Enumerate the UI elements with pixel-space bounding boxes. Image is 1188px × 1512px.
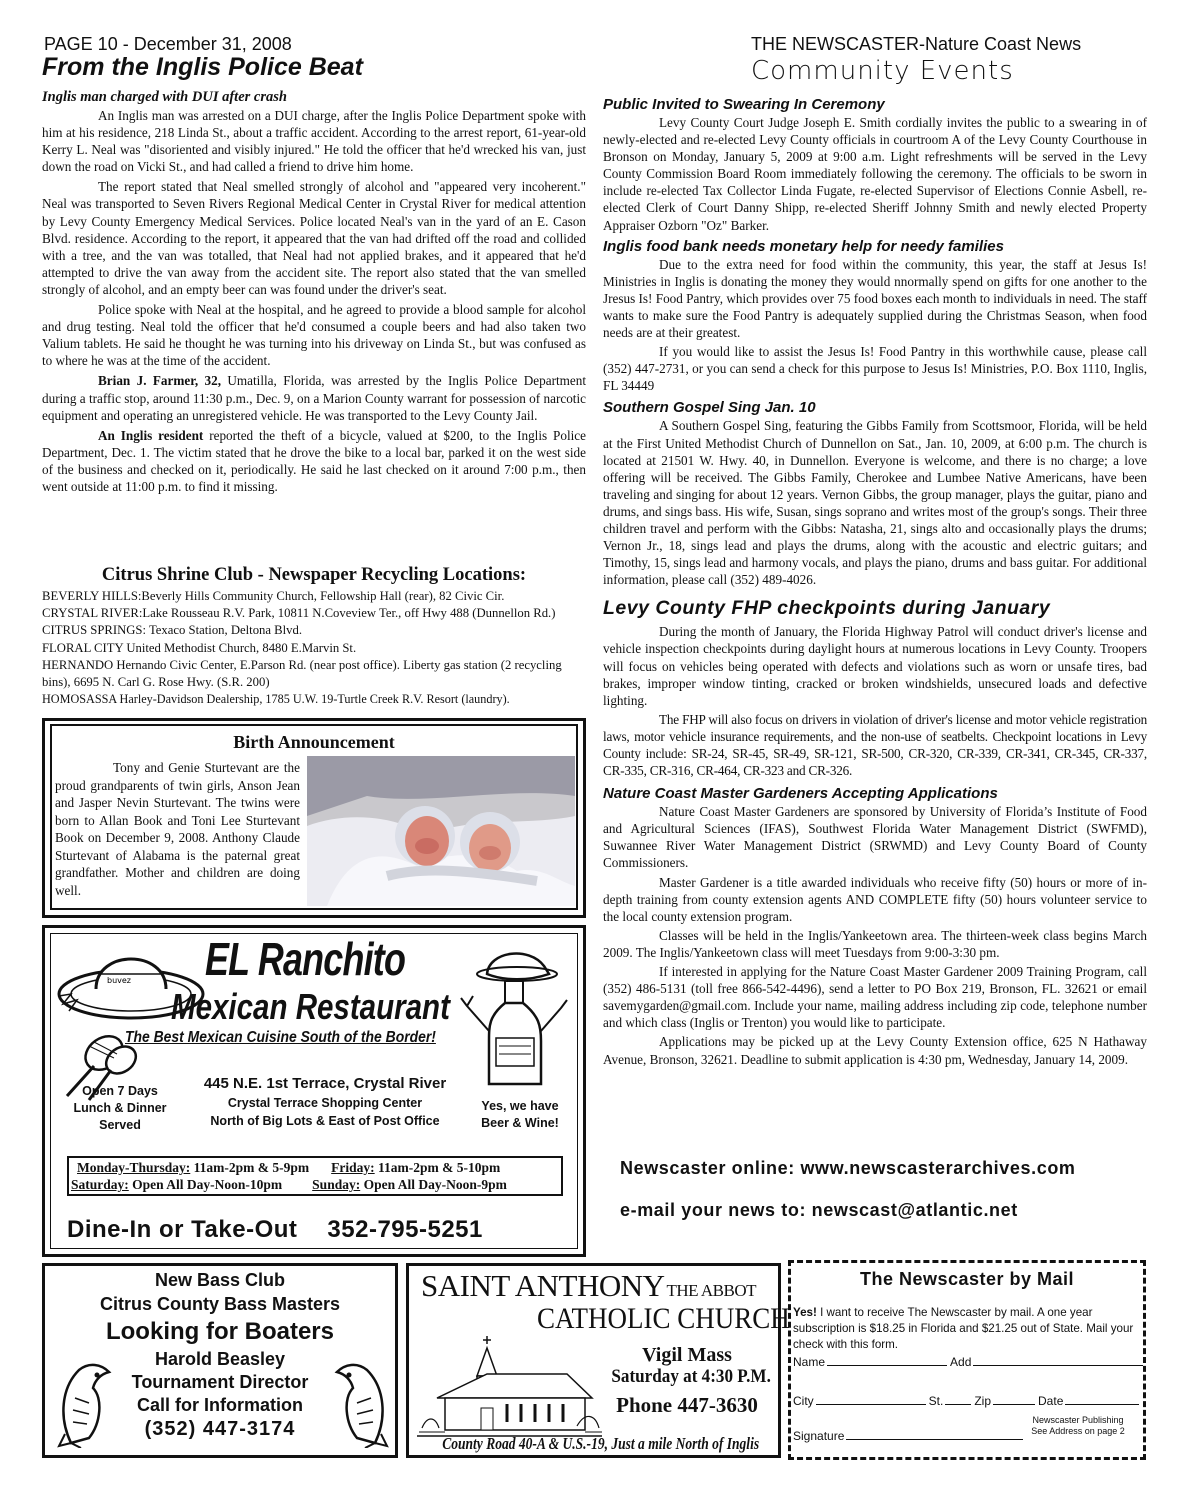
- church-location: County Road 40-A & U.S.-19, Just a mile North of Inglis: [442, 1434, 760, 1453]
- el-ranchito-ad: [42, 925, 586, 1257]
- event-headline: Inglis food bank needs monetary help for needy families: [603, 237, 1004, 255]
- police-beat: [42, 89, 586, 495]
- publisher-line: See Address on page 2: [1031, 1426, 1125, 1436]
- mail-title: The Newscaster by Mail: [859, 1269, 1075, 1289]
- birth-text: Tony and Genie Sturtevant are the proud grandparents of twin girls, Anson Jean and Jasper Nevin Sturtevant. The twins were born to Allan Book and Toni Lee Sturtevant Book on December 9, 2008. Anthony Claude Sturtevant of Alabama is the paternal great grandfather. Mother and children are doing well.: [55, 760, 300, 898]
- bass-line: (352) 447-3174: [144, 1418, 296, 1440]
- hat-text: buvez: [107, 976, 132, 985]
- bass-line: Looking for Boaters: [105, 1318, 334, 1345]
- newscaster-email: e-mail your news to: newscast@atlantic.net: [620, 1200, 1018, 1220]
- police-paragraph: Police spoke with Neal at the hospital, and he agreed to provide a blood sample for alcohol and drug testing. Neal told the officer that he'd consumed a couple beers and had also taken two Valium tablets. He said he thought he was turning into his driveway on Linda St., but was confused as to where he was at the time of the accident.: [42, 302, 586, 369]
- shopping-center: Crystal Terrace Shopping Center: [227, 1096, 423, 1110]
- dine-label: Dine-In or Take-Out: [67, 1216, 298, 1243]
- hours-label: Friday:: [331, 1160, 375, 1175]
- bass-line: New Bass Club: [154, 1270, 286, 1290]
- police-text: reported the theft of a bicycle, valued at $200, to the Inglis Police Department, Dec. 1. The victim stated that he drove the bike to a local bar, parked it on the west side of the business and checked on it, periodically. He said he last checked on it around 7:00 p.m., then went outside at 11:00 p.m. to find it missing.: [42, 427, 586, 494]
- signature-field[interactable]: [846, 1429, 1023, 1440]
- church-name: SAINT ANTHONY: [421, 1268, 665, 1303]
- event-paragraph: The FHP will also focus on drivers in violation of driver's license and motor vehicle registration laws, motor vehicle insurance requirements, and the non-use of seatbelts. Checkpoint locations in Levy County include: SR-24, SR-45, SR-49, SR-121, SR-500, CR-320, CR-339, CR-341, CR-345, CR-337, CR-335, CR-316, CR-464, CR-323 and CR-326.: [603, 711, 1147, 779]
- bass-line: Tournament Director: [131, 1372, 309, 1392]
- shrine-title: Citrus Shrine Club - Newspaper Recycling Locations:: [101, 565, 527, 585]
- bass-line: Harold Beasley: [154, 1349, 286, 1369]
- bass-line: Call for Information: [137, 1395, 303, 1415]
- police-headline: Inglis man charged with DUI after crash: [42, 89, 287, 105]
- state-field[interactable]: [945, 1394, 971, 1405]
- event-headline: Levy County FHP checkpoints during January: [603, 597, 1051, 620]
- name-field[interactable]: [827, 1355, 947, 1366]
- bass-line: Citrus County Bass Masters: [99, 1294, 341, 1314]
- restaurant-type: Mexican Restaurant: [171, 986, 450, 1027]
- church-title: THE ABBOT: [666, 1281, 756, 1300]
- event-paragraph: If interested in applying for the Nature Coast Master Gardener 2009 Training Program, call (352) 486-5131 (toll free 866-542-4496), send a letter to PO Box 219, Bronson, FL. 32621 or email savemygarden@gmail.com. Include your name, mailing address including zip code, telephone number and which class (Inglis or Trenton) you would like to participate.: [603, 964, 1147, 1031]
- signature-label: Signature: [793, 1429, 845, 1443]
- mail-text: [793, 1305, 1145, 1353]
- signature-row: [793, 1429, 1023, 1443]
- church-drawing: [417, 1336, 602, 1441]
- address-line: 445 N.E. 1st Terrace, Crystal River: [203, 1075, 447, 1092]
- event-headline: Southern Gospel Sing Jan. 10: [603, 399, 816, 417]
- address-label: Add: [950, 1355, 972, 1369]
- event-paragraph: Nature Coast Master Gardeners are sponsored by University of Florida’s Institute of Food and Agricultural Sciences (IFAS), Southwest Florida Water Management District (SWFMD), Suwannee River Water Management District (SRWMD) and Levy County Board of County Commissioners.: [603, 804, 1147, 871]
- served-label: Served: [99, 1118, 141, 1132]
- paper-title: THE NEWSCASTER-Nature Coast News: [751, 34, 1082, 54]
- page-info: PAGE 10 - December 31, 2008: [44, 34, 292, 54]
- address-field[interactable]: [973, 1355, 1143, 1366]
- meal-times: Lunch & Dinner: [73, 1101, 167, 1115]
- police-paragraph: [42, 427, 586, 495]
- shrine-line: BEVERLY HILLS:Beverly Hills Community Church, Fellowship Hall (rear), 82 Civic Cir.: [42, 589, 505, 603]
- shrine-line: FLORAL CITY United Methodist Church, 8480 E.Marvin St.: [42, 640, 357, 655]
- event-headline: Public Invited to Swearing In Ceremony: [603, 96, 885, 113]
- birth-title: Birth Announcement: [233, 732, 395, 752]
- beer-note: [470, 1098, 570, 1132]
- hours-value: Open All Day-Noon-10pm: [128, 1177, 283, 1192]
- event-paragraph: During the month of January, the Florida Highway Patrol will conduct driver's license and vehicle inspection checkpoints during daylight hours at numerous locations in Levy County. Troopers will focus on vehicles being operated with defects and violations such as worn or unsafe tires, bad brakes, improper window tinting, cracked or broken windshields, unsecured loads and defective lighting.: [603, 624, 1147, 708]
- city-field[interactable]: [816, 1394, 926, 1405]
- bass-fish-icon: [51, 1358, 121, 1448]
- event-paragraph: Master Gardener is a title awarded individuals who receive fifty (50) hours or more of in-depth training from county extension agents AND COMPLETE fifty (50) hours volunteer service to the local county extension program.: [603, 874, 1147, 924]
- restaurant-tagline: The Best Mexican Cuisine South of the Border!: [125, 1029, 436, 1046]
- bottle-mascot-icon: [459, 946, 569, 1096]
- state-label: St.: [928, 1394, 944, 1408]
- mass-line: Vigil Mass: [642, 1344, 732, 1366]
- event-paragraph: A Southern Gospel Sing, featuring the Gibbs Family from Scottsmoor, Florida, will be held at the First United Methodist Church of Dunnellon on Sat., Jan. 10, 2009, at 6:00 p.m. The church is located at 21501 W. Hwy. 40, in Dunnellon. Everyone is welcome, and there is no charge; a love offering will be received. The Gibbs Family, Cherokee and Lumbee Native Americans, have been traveling and singing for about 12 years. Vernon Gibbs, the group manager, plays the guitar, piano and drums, and sings bass. His wife, Susan, sings soprano and writes most of the group's songs. Their three children travel and perform with the Gibbs: Natasha, 21, sings alto and occasionally plays the drums; Vernon Jr., 18, sings lead and plays the drums, along with the acoustic and electric guitars; and Timothy, 15, sings lead and harmony vocals, and plays the piano, drums and bass guitar. For additional information, please call (352) 489-4026.: [603, 418, 1147, 588]
- open-days: Open 7 Days: [82, 1084, 158, 1098]
- hours-label: Saturday:: [71, 1177, 129, 1192]
- event-headline: Nature Coast Master Gardeners Accepting Applications: [603, 785, 998, 803]
- church-name-line: [421, 1268, 756, 1304]
- mail-body: I want to receive The Newscaster by mail. A one year subscription is $18.25 in Florida and $21.25 out of State. Mail your check with this form.: [793, 1306, 1134, 1351]
- hours-value: 11am-2pm & 5-9pm: [190, 1160, 310, 1175]
- bass-fish-icon: [325, 1358, 395, 1448]
- shrine-line: CRYSTAL RIVER:Lake Rousseau R.V. Park, 10811 N.Coveview Ter., off Hwy 488 (Dunnellon Rd.) CITRUS SPRINGS: Texaco Station, Deltona Blvd.: [42, 606, 556, 638]
- hours-label: Monday-Thursday:: [77, 1160, 191, 1175]
- date-label: Date: [1038, 1394, 1064, 1408]
- church-phone: Phone 447-3630: [616, 1393, 758, 1417]
- shrine-line: HOMOSASSA Harley-Davidson Dealership, 1785 U.W. 19-Turtle Creek R.V. Resort (laundry).: [42, 692, 510, 707]
- birth-announcement: [42, 718, 586, 918]
- bass-club-ad: [42, 1263, 398, 1458]
- name-label: Name: [793, 1355, 826, 1369]
- hours-sat: [71, 1176, 282, 1193]
- restaurant-address: [185, 1074, 465, 1130]
- section-title: From the Inglis Police Beat: [42, 53, 363, 81]
- name-lead: An Inglis resident: [98, 427, 204, 443]
- publisher-note: [1013, 1415, 1143, 1437]
- event-paragraph: Classes will be held in the Inglis/Yankeetown area. The thirteen-week class begins March 2009. The Inglis/Yankeetown class will meet Tuesdays from 9:00-3:30 pm.: [603, 927, 1147, 960]
- event-paragraph: Due to the extra need for food within the community, this year, the staff at Jesus Is! Ministries in Inglis is donating the money they would nnormally spend on gifts for one another to the Jresus Is! Food Pantry, which provides over 75 food boxes each month to individuals in need. The staff wants to make sure the Food Pantry is adequately supplied during the Christmas Season, when food needs are at their greatest.: [603, 256, 1148, 341]
- twins-photo: [307, 756, 575, 906]
- dine-line: [67, 1216, 483, 1244]
- police-text: Umatilla, Florida, was arrested by the Inglis Police Department during a traffic stop, around 11:30 p.m., Dec. 9, on a Marion County warrant for possession of narcotic equipment and operating an unregistered vehicle. He was transported to the Levy County Jail.: [42, 373, 586, 423]
- community-events: [603, 96, 1147, 1068]
- name-lead: Brian J. Farmer, 32,: [98, 373, 222, 389]
- restaurant-phone: 352-795-5251: [327, 1216, 483, 1243]
- date-field[interactable]: [1065, 1394, 1139, 1405]
- open-hours-note: [65, 1083, 175, 1134]
- police-paragraph: The report stated that Neal smelled strongly of alcohol and "appeared very incoherent." Neal was transported to Seven Rivers Regional Medical Center in Crystal River for medical attention by Levy County Emergency Medical Services. Police located Neal's van in the yard of an E. Cason Blvd. residence. According to the report, it appeared that the van had drifted off the road and collided with a tree, and the van was totalled, that Neal had not applied brakes, and it appeared that he'd attempted to drive the van away from the accident site. The report also stated that the van smelled strongly of alcohol, and an empty beer can was found under the driver's seat.: [42, 179, 586, 297]
- beer-line: Yes, we have: [481, 1099, 559, 1113]
- police-paragraph: [42, 372, 586, 423]
- beer-line: Beer & Wine!: [481, 1116, 559, 1130]
- shrine-line: HERNANDO Hernando Civic Center, E.Parson Rd. (near post office). Liberty gas station (2 recycling bins), 6695 N. Carl G. Rose Hwy. (S.R. 200): [42, 657, 562, 690]
- hours-box: [67, 1156, 563, 1196]
- mail-subscription-form: [788, 1260, 1146, 1460]
- hours-fri: [331, 1159, 500, 1176]
- zip-label: Zip: [974, 1394, 992, 1408]
- shrine-club: [42, 565, 586, 708]
- mass-line: Saturday at 4:30 P.M.: [611, 1366, 771, 1387]
- police-paragraph: An Inglis man was arrested on a DUI charge, after the Inglis Police Department spoke with him at his residence, 218 Linda St., about a traffic accident. According to the arrest report, 61-year-old Kerry L. Neal was "disoriented and visibly injured." He told the officer that he'd wrecked his van, just down the road on Vicki St., and had called a friend to drive him home.: [42, 108, 586, 175]
- location-note: North of Big Lots & East of Post Office: [210, 1114, 440, 1128]
- mass-info: [603, 1344, 771, 1422]
- event-paragraph: Applications may be picked up at the Levy County Extension office, 625 N Hathaway Avenue, Bronson, 32621. Deadline to submit application is 4:30 pm, Wednesday, January 14, 2009.: [603, 1034, 1147, 1067]
- hours-mon-thu: [77, 1159, 309, 1176]
- hours-value: Open All Day-Noon-9pm: [360, 1177, 507, 1192]
- restaurant-name: EL Ranchito: [205, 933, 406, 985]
- mail-yes: Yes!: [793, 1306, 817, 1319]
- event-paragraph: Levy County Court Judge Joseph E. Smith cordially invites the public to a swearing in of newly-elected and re-elected Levy County officials in courtroom A of the Levy County Courthouse in Bronson on Monday, January 5, 2009 at 9:00 a.m. Light refreshments will be served in the Levy County Commission Board Room immediately following the ceremony. The officials to be sworn in include re-elected Tax Collector Linda Fugate, re-elected Supervisor of Elections Connie Asbell, re-elected Clerk of Court Danny Shipp, re-elected Sheriff Johnny Smith and newly elected Property Appraiser Ozborn "Oz" Barker.: [603, 115, 1147, 233]
- community-events-title: Community Events: [751, 56, 1014, 86]
- church-ad: [406, 1263, 790, 1458]
- church-denomination: CATHOLIC CHURCH: [537, 1302, 790, 1335]
- newscaster-online: Newscaster online: www.newscasterarchives.com: [620, 1158, 1076, 1178]
- hours-sun: [312, 1176, 507, 1193]
- city-label: City: [793, 1394, 814, 1408]
- city-row: [793, 1394, 1139, 1408]
- hours-label: Sunday:: [312, 1177, 361, 1192]
- name-address-row: [793, 1355, 1143, 1369]
- publisher-line: Newscaster Publishing: [1032, 1415, 1124, 1425]
- hours-value: 11am-2pm & 5-10pm: [374, 1160, 501, 1175]
- event-paragraph: If you would like to assist the Jesus Is! Food Pantry in this worthwhile cause, please call (352) 447-2731, or you can send a check for this purpose to Jesus Is! Ministries, P.O. Box 1110, Inglis, FL 34449: [603, 344, 1147, 394]
- zip-field[interactable]: [993, 1394, 1035, 1405]
